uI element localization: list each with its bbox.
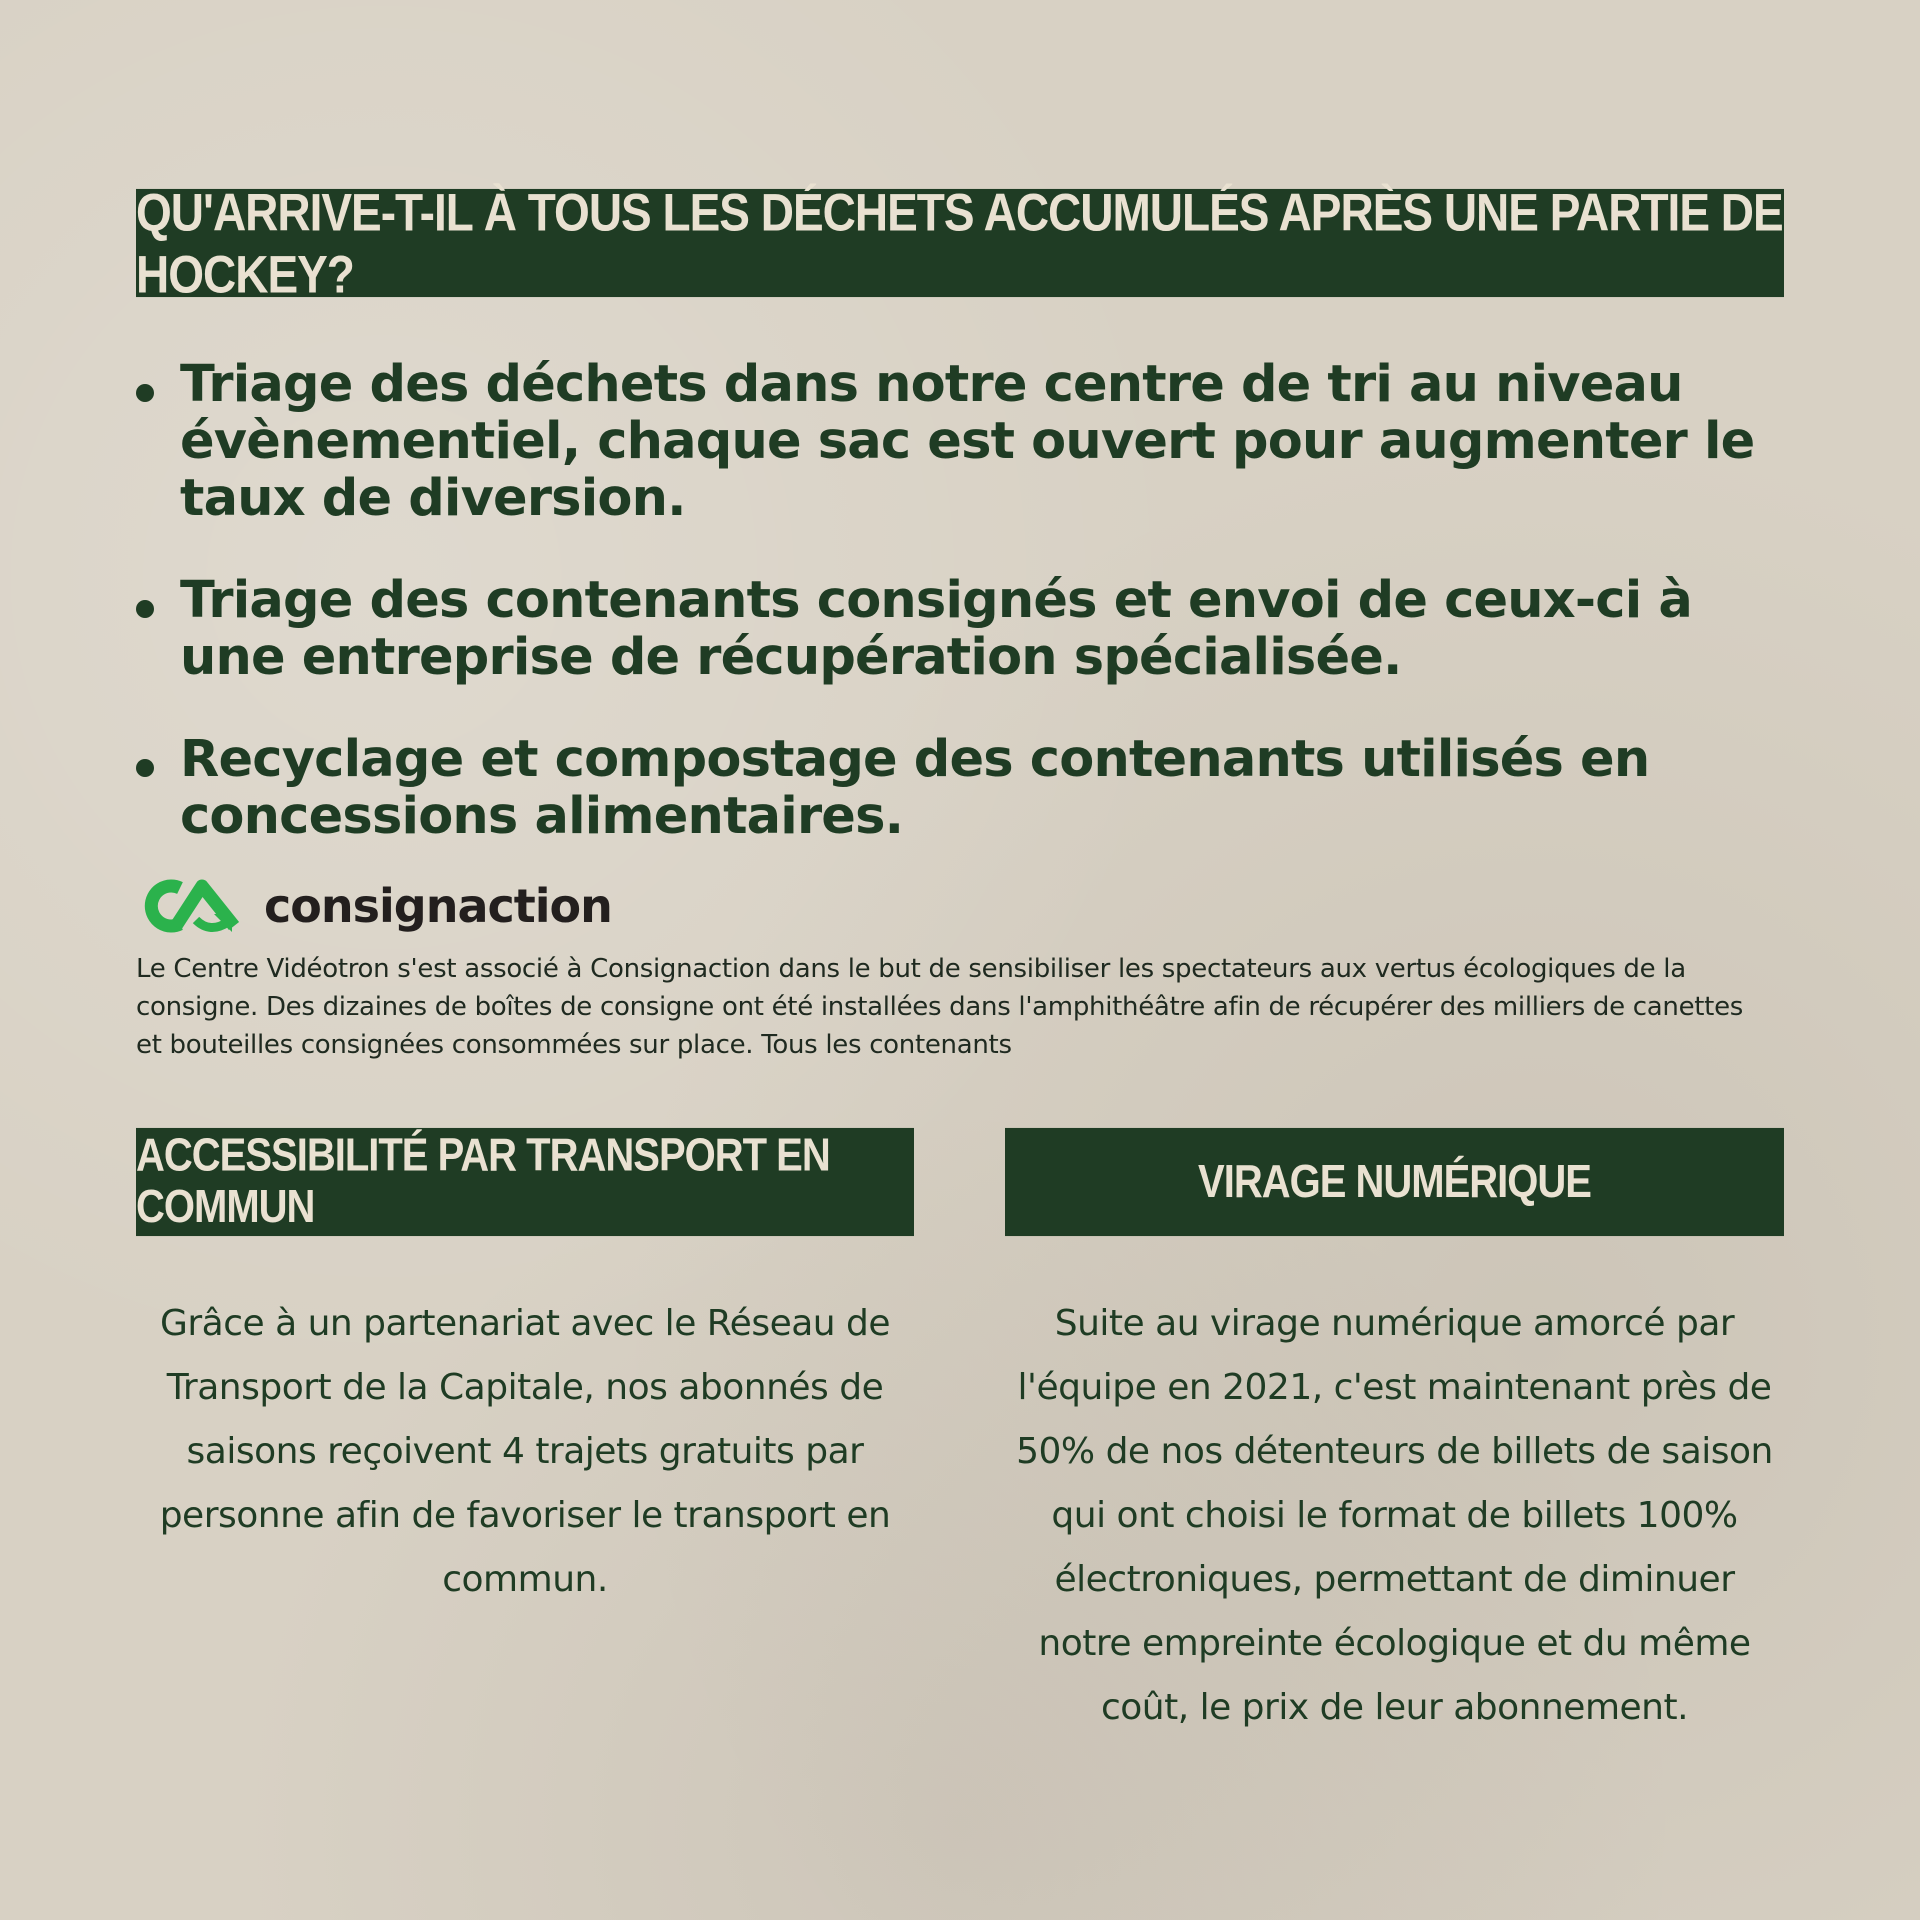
main-heading: QU'ARRIVE-T-IL À TOUS LES DÉCHETS ACCUMULÉS APRÈS UNE PARTIE DE HOCKEY? (136, 182, 1783, 304)
bullet-item (136, 572, 1796, 686)
consignaction-wordmark: consignaction (264, 879, 612, 933)
transport-paragraph: Grâce à un partenariat avec le Réseau de Transport de la Capitale, nos abonnés de saisons reçoivent 4 trajets gratuits par personne afin de favoriser le transport en commun. (159, 1303, 891, 1600)
bullet-item (136, 731, 1796, 845)
transport-heading-banner (136, 1128, 914, 1236)
bullet-item (136, 356, 1796, 527)
bullet-text: Triage des contenants consignés et envoi de ceux-ci à une entreprise de récupération spécialisée. (180, 571, 1692, 687)
bullet-dot-icon (136, 384, 154, 402)
waste-bullet-list (136, 356, 1796, 890)
numerique-heading: VIRAGE NUMÉRIQUE (1198, 1156, 1591, 1207)
consignaction-description: Le Centre Vidéotron s'est associé à Consignaction dans le but de sensibiliser les spectateurs aux vertus écologiques de la consigne. Des dizaines de boîtes de consigne ont été installées dans l'amphithéâtre afin de récupérer des milliers de canettes et bouteilles consignées consommées sur place. Tous les contenants (136, 954, 1744, 1060)
numerique-heading-banner (1005, 1128, 1784, 1236)
numerique-paragraph: Suite au virage numérique amorcé par l'équipe en 2021, c'est maintenant près de 50% de nos détenteurs de billets de saison qui ont choisi le format de billets 100% électroniques, permettant de diminuer notre empreinte écologique et du même coût, le prix de leur abonnement. (1016, 1303, 1773, 1728)
bullet-dot-icon (136, 600, 154, 618)
consignaction-logo-icon (136, 876, 254, 936)
transport-heading: ACCESSIBILITÉ PAR TRANSPORT EN COMMUN (136, 1130, 830, 1233)
main-heading-banner (136, 182, 1784, 304)
bullet-text: Recyclage et compostage des contenants utilisés en concessions alimentaires. (180, 730, 1650, 846)
bullet-text: Triage des déchets dans notre centre de tri au niveau évènementiel, chaque sac est ouvert pour augmenter le taux de diversion. (180, 355, 1755, 528)
consignaction-logo (136, 876, 612, 936)
bullet-dot-icon (136, 759, 154, 777)
